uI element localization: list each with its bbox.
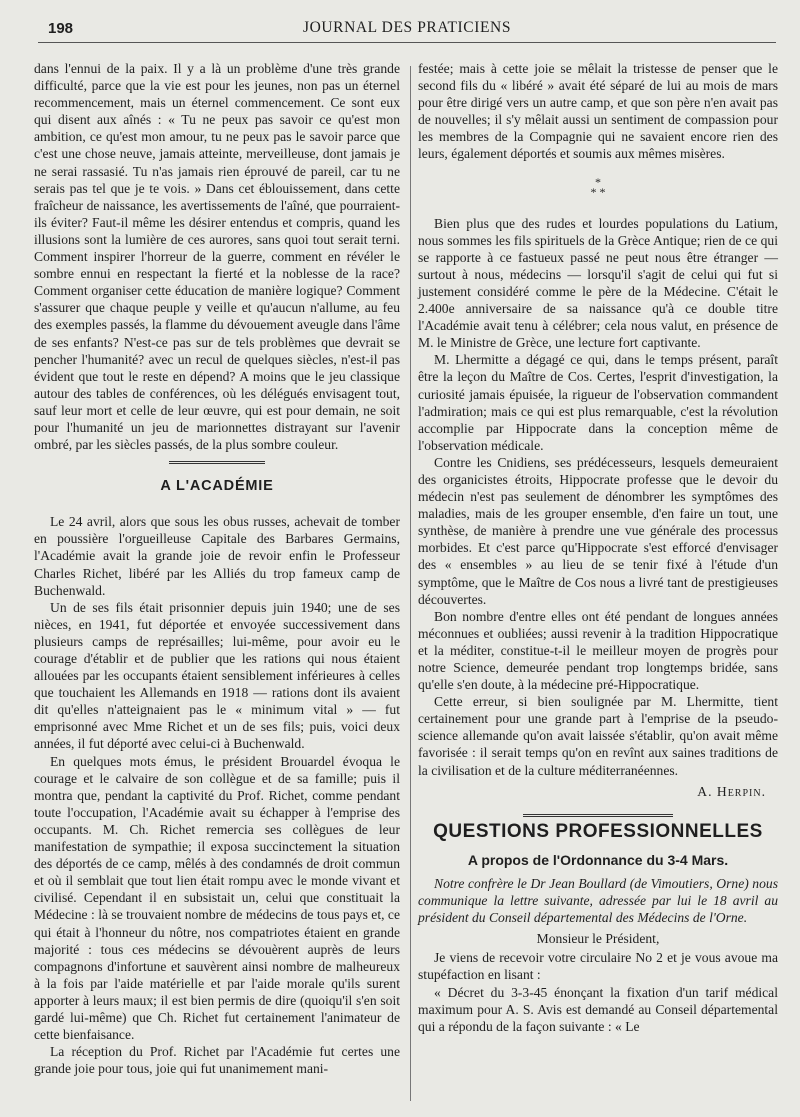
academy-section-title: A L'ACADÉMIE [160, 478, 274, 495]
asterism: * * * [590, 174, 606, 199]
hippocrates-paragraph: Bon nombre d'entre elles ont été pendant de longues années méconnues et oubliées; aussi revenir à la tradition Hippocratique et la méditer, constitue-t-il le meilleur moyen de progrès pour notre Science, demeurée pendant trop longtemps bridée, sans qu'elle s'en doute, à la médecine pré-Hippocratique. [418, 608, 778, 693]
right-column [418, 60, 778, 1035]
hippocrates-paragraph: Cette erreur, si bien soulignée par M. Lhermitte, tient certainement pour une grande part à l'emprise de la pseudo-science allemande qu'on avait laissée s'établir, qu'on avait même favorisée : il serait temps qu'on en revînt aux saines traditions de la civilisation et de la culture méditerranéennes. [418, 694, 778, 778]
ordinance-subtitle: A propos de l'Ordonnance du 3-4 Mars. [467, 851, 729, 868]
hippocrates-paragraph: M. Lhermitte a dégagé ce qui, dans le temps présent, paraît être la leçon du Maître de Cos. Certes, l'esprit d'investigation, la curiosité jamais épuisée, la rigueur de l'observation commandent l'admiration; mais ce qui est plus remarquable, c'est la révolution accomplie par Hippocrate dans la conception même de l'observation médicale. [418, 352, 778, 453]
intro-paragraph: dans l'ennui de la paix. Il y a là un problème d'une très grande difficulté, parce que la vie est pour les jeunes, non pas un éternel recommencement, mais un éternel commencement. Ce sont eux qui disent aux aînés : « Tu ne peux pas savoir ce qu'est mon ambition, ce qu'est mon amour, tu ne peux pas le savoir parce que c'est une chose neuve, jamais atteinte, merveilleuse, dont jamais je ne serai rassasié. Tu n'as jamais rien éprouvé de pareil, car tu ne serais pas tel que je te vois. » Dans cet éblouissement, dans cette fraîcheur de naissance, les avertissements de l'aîné, que pourraient-ils éviter? Faut-il même les désirer entendus et compris, quand les illusions sont la lumière de ces aurores, sans quoi tout serait terni. Comment inspirer l'horreur de la guerre, comment en révéler le sombre ennui en respectant la fierté et la noblesse de la race? Comment organiser cette éducation de manière logique? Comment s'assurer que chaque peuple y veille et qu'aucun n'allume, au feu des exemples passés, la flamme du dévouement aveugle dans l'âme de ses enfants? N'est-ce pas sur de tels problèmes que devrait se pencher l'humanité? avec un recul de quelques siècles, n'est-il pas évident que tout le reste en dépend? A moins que le jeu classique autour des tables de conférences, où les délégués envisagent tout, sauf leur mort et celle de leur œuvre, qui est pour demain, ne soit pour l'humanité un jeu de marionnettes distrayant sur l'avenir ombré, par les siècles passés, de la plus sombre couleur. [34, 61, 400, 453]
author-signature: A. Herpin. [697, 783, 766, 799]
section-separator [523, 814, 673, 817]
section-separator [169, 461, 265, 464]
academy-paragraph: En quelques mots émus, le président Brouardel évoqua le courage et le calvaire de son collègue et de sa famille; puis il montra que, pendant la captivité du Prof. Richet, comme pendant toute l'occupation, l'Académie avait su échapper à l'emprise des occupants. M. Ch. Richet remercia ses collègues de leur manifestation de sympathie; il exposa succinctement la situation des déportés de ce camp, mêlés à des condamnés de droit commun et où il semblait que tout lien était rompu avec le monde vivant et civilisé. Cependant il en subsistait un, celui que constituait la Médecine : là se trouvaient nombre de médecins de tous pays et, ce qui était à l'honneur du nôtre, nos compatriotes étaient en grande majorité : tous ces médecins se dévouèrent auprès de leurs compagnons d'infortune et sauvèrent ainsi nombre de malheureux à la fois par l'aide matérielle et par l'aide morale qu'ils surent apporter à leurs maux; il est bien permis de dire (quoiqu'il s'en soit gardé lui-même) que Ch. Richet fut certainement l'animateur de cette bienfaisance. [34, 753, 400, 1043]
academy-paragraph: Le 24 avril, alors que sous les obus russes, achevait de tomber en poussière l'orgueilleuse Capitale des Barbares Germains, l'Académie avait la grande joie de revoir enfin le Professeur Charles Richet, libéré par les Alliés du trop fameux camp de Buchenwald. [34, 514, 400, 598]
academy-paragraph: Un de ses fils était prisonnier depuis juin 1940; une de ses nièces, en 1941, fut déportée et envoyée successivement dans plusieurs camps de représailles; lui-même, pour avoir eu le courage d'établir et de publier que les rations qui nous étaient allouées par les occupants étaient sensiblement inférieures à celles que touchaient les Allemands en 1918 — rations dont ils avaient dit qu'elles n'atteignaient pas le « minimum vital » — fut emprisonné avec Mme Richet et un de ses fils; puis, voici deux années, il fut déporté avec celui-ci à Buchenwald. [34, 599, 400, 752]
column-divider [410, 66, 411, 1101]
hippocrates-paragraph: Bien plus que des rudes et lourdes populations du Latium, nous sommes les fils spirituels de la Grèce Antique; rien de ce qui se rapporte à ce fastueux passé ne peut nous être étranger — surtout à nous, médecins — lorsqu'il s'agit de celui qui fut si justement considéré comme le père de la Médecine. C'était le 2.400e anniversaire de sa naissance qu'à ce double titre l'Académie avait tenu à célébrer; cela nous valut, en présence de M. le Ministre de Grèce, une lecture fort captivante. [418, 215, 778, 351]
page-header [38, 14, 776, 43]
letter-salutation: Monsieur le Président, [536, 931, 660, 947]
hippocrates-paragraph: Contre les Cnidiens, ses prédécesseurs, lesquels demeuraient des organicistes étroits, Hippocrate professe que le devoir du médecin n'est pas seulement de dénombrer les symptômes des maladies, mais de les grouper ensemble, d'en faire un tout, une synthèse, de manière à prendre une vue générale des processus morbides. Et c'est parce qu'Hippocrate s'est efforcé d'envisager des « ensembles » au lieu de se tenir fixé à l'étude d'un symptôme, que le Maître de Cos nous a livré tant de prestigieuses découvertes. [418, 454, 778, 607]
continuation-paragraph: festée; mais à cette joie se mêlait la tristesse de penser que le second fils du « libéré » avait été séparé de lui au mois de mars pour être dirigé vers un autre camp, et que son père n'en avait pas de nouvelles; il s'y mêlait aussi un sentiment de compassion pour les membres de la Compagnie qui ne savaient encore rien des leurs, également déportés et soumis aux mêmes misères. [418, 61, 778, 162]
journal-title: JOURNAL DES PRATICIENS [302, 19, 512, 36]
letter-paragraph: « Décret du 3-3-45 énonçant la fixation d'un tarif médical maximum pour A. S. Avis est demandé au Conseil départemental qui a répondu de la façon suivante : « Le [418, 984, 778, 1034]
letter-paragraph: Je viens de recevoir votre circulaire No 2 et je vous avoue ma stupéfaction en lisant : [418, 950, 778, 983]
letter-intro: Notre confrère le Dr Jean Boullard (de Vimoutiers, Orne) nous communique la lettre suivante, adressée par lui le 18 avril au président du Conseil départemental des Médecins de l'Orne. [418, 875, 778, 926]
professional-questions-title: QUESTIONS PROFESSIONNELLES [433, 820, 763, 842]
academy-paragraph: La réception du Prof. Richet par l'Académie fut certes une grande joie pour tous, joie qui fut unanimement mani- [34, 1044, 400, 1077]
page-number: 198 [48, 20, 74, 37]
left-column [34, 60, 400, 1077]
